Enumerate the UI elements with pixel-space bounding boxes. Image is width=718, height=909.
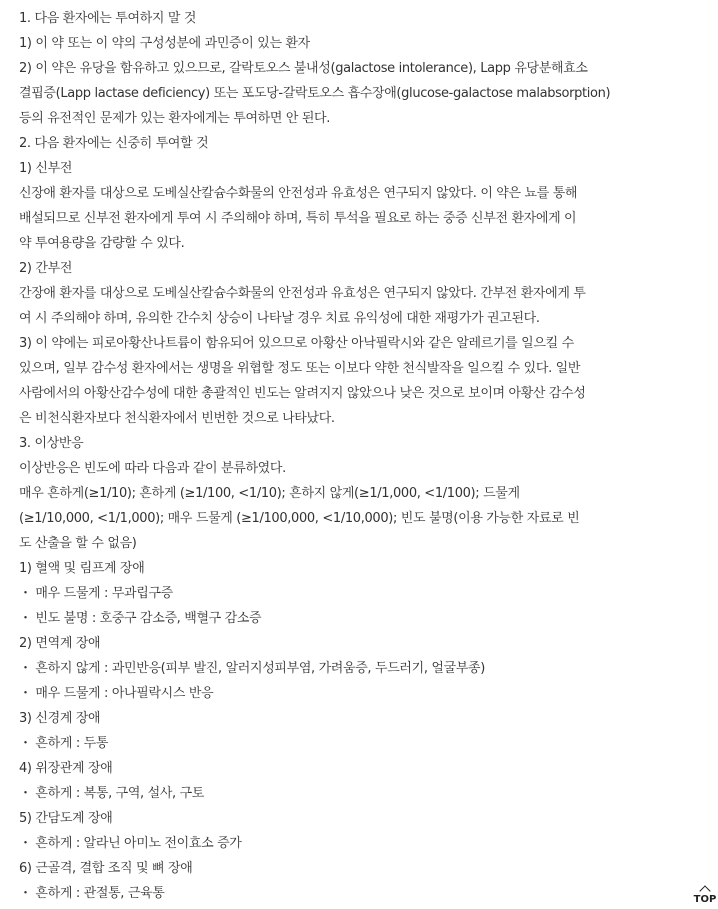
text-line: 1. 다음 환자에는 투여하지 말 것 xyxy=(19,11,197,26)
text-line: 간장애 환자를 대상으로 도베실산칼슘수화물의 안전성과 유효성은 연구되지 않았다. 간부전 환자에게 투 xyxy=(19,286,586,301)
text-line: (≥1/10,000, <1/1,000); 매우 드물게 (≥1/100,000, <1/10,000); 빈도 불명(이용 가능한 자료로 빈 xyxy=(19,511,580,526)
text-line: ・ 흔하게 : 알라닌 아미노 전이효소 증가 xyxy=(19,836,242,851)
text-line: ・ 빈도 불명 : 호중구 감소증, 백혈구 감소증 xyxy=(19,611,262,626)
text-line: 2) 면역계 장애 xyxy=(19,636,101,651)
text-line: 사람에서의 아황산감수성에 대한 총괄적인 빈도는 알려지지 않았으나 낮은 것으로 보이며 아황산 감수성 xyxy=(19,386,586,401)
top-button-label: TOP xyxy=(693,894,717,905)
text-line: ・ 매우 드물게 : 아나필락시스 반응 xyxy=(19,686,214,701)
text-line: 있으며, 일부 감수성 환자에서는 생명을 위협할 정도 또는 이보다 약한 천식발작을 일으킬 수 있다. 일반 xyxy=(19,361,581,376)
scroll-to-top-button[interactable] xyxy=(692,884,718,906)
text-line: 도 산출을 할 수 없음) xyxy=(19,536,137,551)
text-line: 2. 다음 환자에는 신중히 투여할 것 xyxy=(19,136,209,151)
text-line: 배설되므로 신부전 환자에게 투여 시 주의해야 하며, 특히 투석을 필요로 하는 중증 신부전 환자에게 이 xyxy=(19,211,577,226)
text-line: 결핍증(Lapp lactase deficiency) 또는 포도당-갈락토오스 흡수장애(glucose-galactose malabsorption) xyxy=(19,86,611,101)
text-line: 신장애 환자를 대상으로 도베실산칼슘수화물의 안전성과 유효성은 연구되지 않았다. 이 약은 뇨를 통해 xyxy=(19,186,578,201)
text-line: 3. 이상반응 xyxy=(19,436,84,451)
text-line: 여 시 주의해야 하며, 유의한 간수치 상승이 나타날 경우 치료 유익성에 대한 재평가가 권고된다. xyxy=(19,311,540,326)
text-line: 약 투여용량을 감량할 수 있다. xyxy=(19,236,185,251)
text-line: ・ 흔하게 : 두통 xyxy=(19,736,109,751)
text-line: 3) 신경계 장애 xyxy=(19,711,101,726)
text-line: 2) 이 약은 유당을 함유하고 있으므로, 갈락토오스 불내성(galactose intolerance), Lapp 유당분해효소 xyxy=(19,61,588,76)
text-line: 은 비천식환자보다 천식환자에서 빈번한 것으로 나타났다. xyxy=(19,411,335,426)
text-line: 이상반응은 빈도에 따라 다음과 같이 분류하였다. xyxy=(19,461,286,476)
text-line: 등의 유전적인 문제가 있는 환자에게는 투여하면 안 된다. xyxy=(19,111,331,126)
text-line: 매우 흔하게(≥1/10); 흔하게 (≥1/100, <1/10); 흔하지 않게(≥1/1,000, <1/100); 드물게 xyxy=(19,486,520,501)
text-line: 6) 근골격, 결합 조직 및 뼈 장애 xyxy=(19,861,193,876)
text-line: ・ 흔하지 않게 : 과민반응(피부 발진, 알러지성피부염, 가려움증, 두드러기, 얼굴부종) xyxy=(19,661,485,676)
text-line: ・ 흔하게 : 관절통, 근육통 xyxy=(19,886,165,901)
text-line: ・ 흔하게 : 복통, 구역, 설사, 구토 xyxy=(19,786,205,801)
text-line: ・ 매우 드물게 : 무과립구증 xyxy=(19,586,173,601)
text-line: 2) 간부전 xyxy=(19,261,73,276)
drug-precautions-text xyxy=(19,6,683,906)
text-line: 5) 간담도계 장애 xyxy=(19,811,113,826)
text-line: 1) 신부전 xyxy=(19,161,73,176)
text-line: 1) 이 약 또는 이 약의 구성성분에 과민증이 있는 환자 xyxy=(19,36,310,51)
text-line: 3) 이 약에는 피로아황산나트륨이 함유되어 있으므로 아황산 아낙필락시와 같은 알레르기를 일으킬 수 xyxy=(19,336,574,351)
text-line: 1) 혈액 및 림프계 장애 xyxy=(19,561,145,576)
text-line: 4) 위장관계 장애 xyxy=(19,761,113,776)
